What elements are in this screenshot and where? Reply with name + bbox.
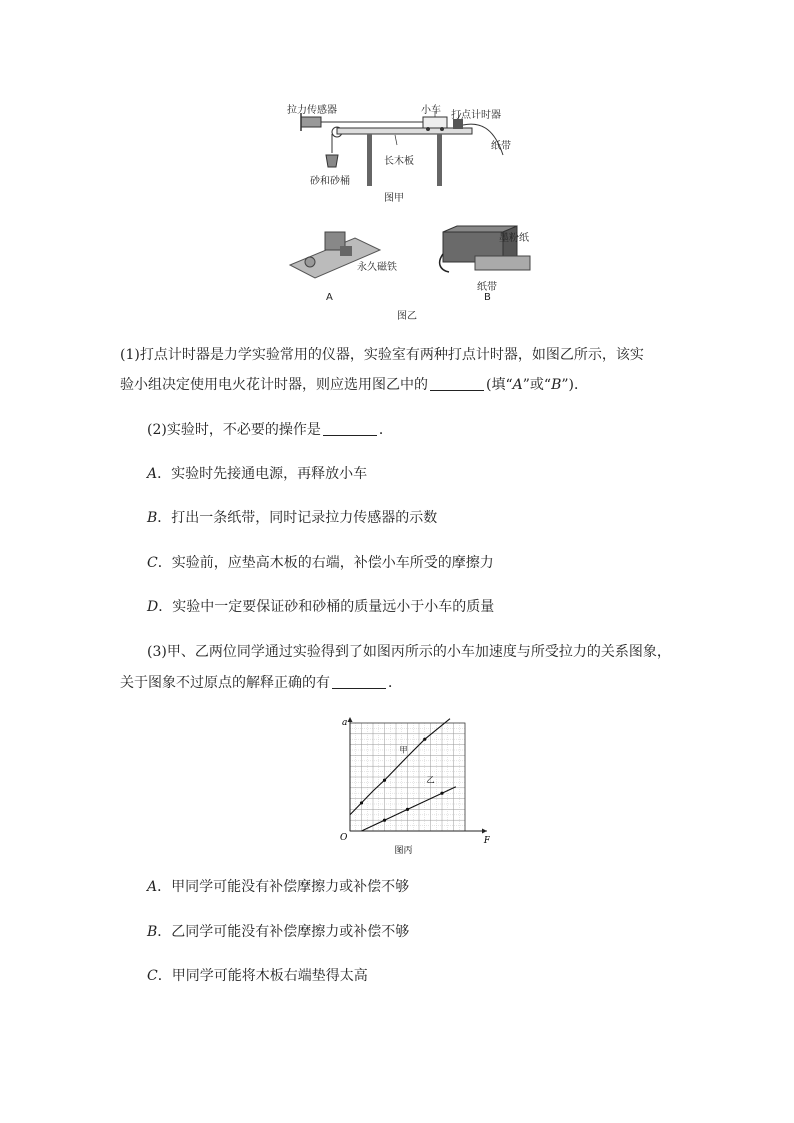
timer-b-track	[475, 256, 530, 270]
q2-option-a	[147, 464, 367, 484]
x-axis-arrow	[482, 829, 487, 834]
force-sensor	[301, 117, 321, 127]
option-letter: C	[147, 968, 158, 984]
option-text: ．实验时先接通电源，再释放小车	[157, 466, 368, 482]
y-axis-arrow	[348, 717, 353, 722]
timer-a-knob	[305, 257, 315, 267]
q1-option-b: B	[551, 377, 562, 393]
q1-answer-blank[interactable]	[430, 376, 484, 391]
q2-answer-blank[interactable]	[323, 421, 377, 436]
q1-end: ”)．	[561, 377, 588, 393]
q2-stem	[147, 420, 393, 440]
label-board: 长木板	[384, 156, 414, 167]
label-b: B	[484, 292, 491, 303]
series-jia-label: 甲	[399, 745, 408, 755]
table-leg-left	[367, 134, 372, 186]
option-letter: D	[147, 599, 159, 615]
option-letter: A	[147, 879, 158, 895]
option-letter: B	[147, 510, 158, 526]
q1-line2	[120, 375, 588, 395]
q1-line2-text: 验小组决定使用电火花计时器，则应选用图乙中的	[120, 377, 428, 393]
label-a: A	[326, 292, 333, 303]
q1-option-a: A	[512, 377, 523, 393]
chart-grid	[350, 723, 465, 831]
chart-axes	[348, 717, 488, 834]
option-text: ．甲同学可能没有补偿摩擦力或补偿不够	[157, 879, 410, 895]
option-text: ．甲同学可能将木板右端垫得太高	[157, 968, 368, 984]
q3-option-c	[147, 966, 368, 986]
label-tape: 纸带	[491, 141, 511, 152]
label-sand-bucket: 砂和砂桶	[310, 176, 350, 187]
data-point	[360, 801, 363, 804]
label-cart: 小车	[421, 105, 441, 116]
option-text: ．乙同学可能没有补偿摩擦力或补偿不够	[157, 924, 410, 940]
q3-answer-blank[interactable]	[332, 674, 386, 689]
series-yi-label: 乙	[426, 775, 435, 785]
pointer-line	[395, 135, 397, 145]
figure-bing-chart	[330, 715, 490, 855]
q3-option-a	[147, 877, 409, 897]
x-axis-label: F	[483, 836, 490, 846]
label-timer: 打点计时器	[451, 110, 501, 121]
option-letter: A	[147, 466, 158, 482]
option-letter: B	[147, 924, 158, 940]
option-letter: C	[147, 555, 158, 571]
label-ink-paper: 墨粉纸	[499, 233, 529, 244]
q2-stem-text: (2)实验时，不必要的操作是	[147, 422, 321, 438]
q1-line1: (1)打点计时器是力学实验常用的仪器，实验室有两种打点计时器，如图乙所示，该实	[120, 347, 644, 363]
q3-line2-end: ．	[388, 675, 402, 691]
cart-wheel	[426, 127, 430, 131]
q1-or: ”或“	[522, 377, 552, 393]
q2-option-d	[147, 597, 494, 617]
option-text: ．实验中一定要保证砂和砂桶的质量远小于小车的质量	[158, 599, 495, 615]
figure-yi-timer-a	[285, 220, 385, 290]
label-force-sensor: 拉力传感器	[287, 105, 337, 116]
chart-series	[350, 719, 456, 831]
data-point	[383, 779, 386, 782]
origin-label: O	[340, 833, 348, 843]
figure-jia-caption: 图甲	[384, 193, 404, 204]
q3-line2	[120, 673, 402, 693]
figure-bing-caption: 图丙	[394, 846, 413, 855]
data-point	[423, 738, 426, 741]
timer-a-magnet	[340, 246, 352, 256]
y-axis-label: a	[342, 718, 348, 728]
label-tape-b: 纸带	[477, 282, 497, 293]
q2-option-b	[147, 508, 437, 528]
long-board	[337, 128, 472, 134]
q2-stem-end: ．	[378, 422, 393, 438]
figure-yi-caption: 图乙	[397, 311, 417, 322]
q3-line2-text: 关于图象不过原点的解释正确的有	[120, 675, 330, 691]
cart-wheel	[440, 127, 444, 131]
data-point	[440, 792, 443, 795]
series-line-0	[350, 719, 450, 815]
option-text: ．打出一条纸带，同时记录拉力传感器的示数	[157, 510, 438, 526]
q3-option-b	[147, 922, 409, 942]
data-point	[383, 819, 386, 822]
q1-fill-hint: (填“	[486, 377, 513, 393]
cart	[423, 117, 447, 128]
data-point	[406, 808, 409, 811]
q3-line1: (3)甲、乙两位同学通过实验得到了如图丙所示的小车加速度与所受拉力的关系图象，	[147, 644, 671, 660]
sand-bucket	[326, 155, 338, 167]
label-magnet: 永久磁铁	[357, 262, 397, 273]
option-text: ．实验前，应垫高木板的右端，补偿小车所受的摩擦力	[157, 555, 494, 571]
q2-option-c	[147, 553, 494, 573]
table-leg-right	[437, 134, 442, 186]
